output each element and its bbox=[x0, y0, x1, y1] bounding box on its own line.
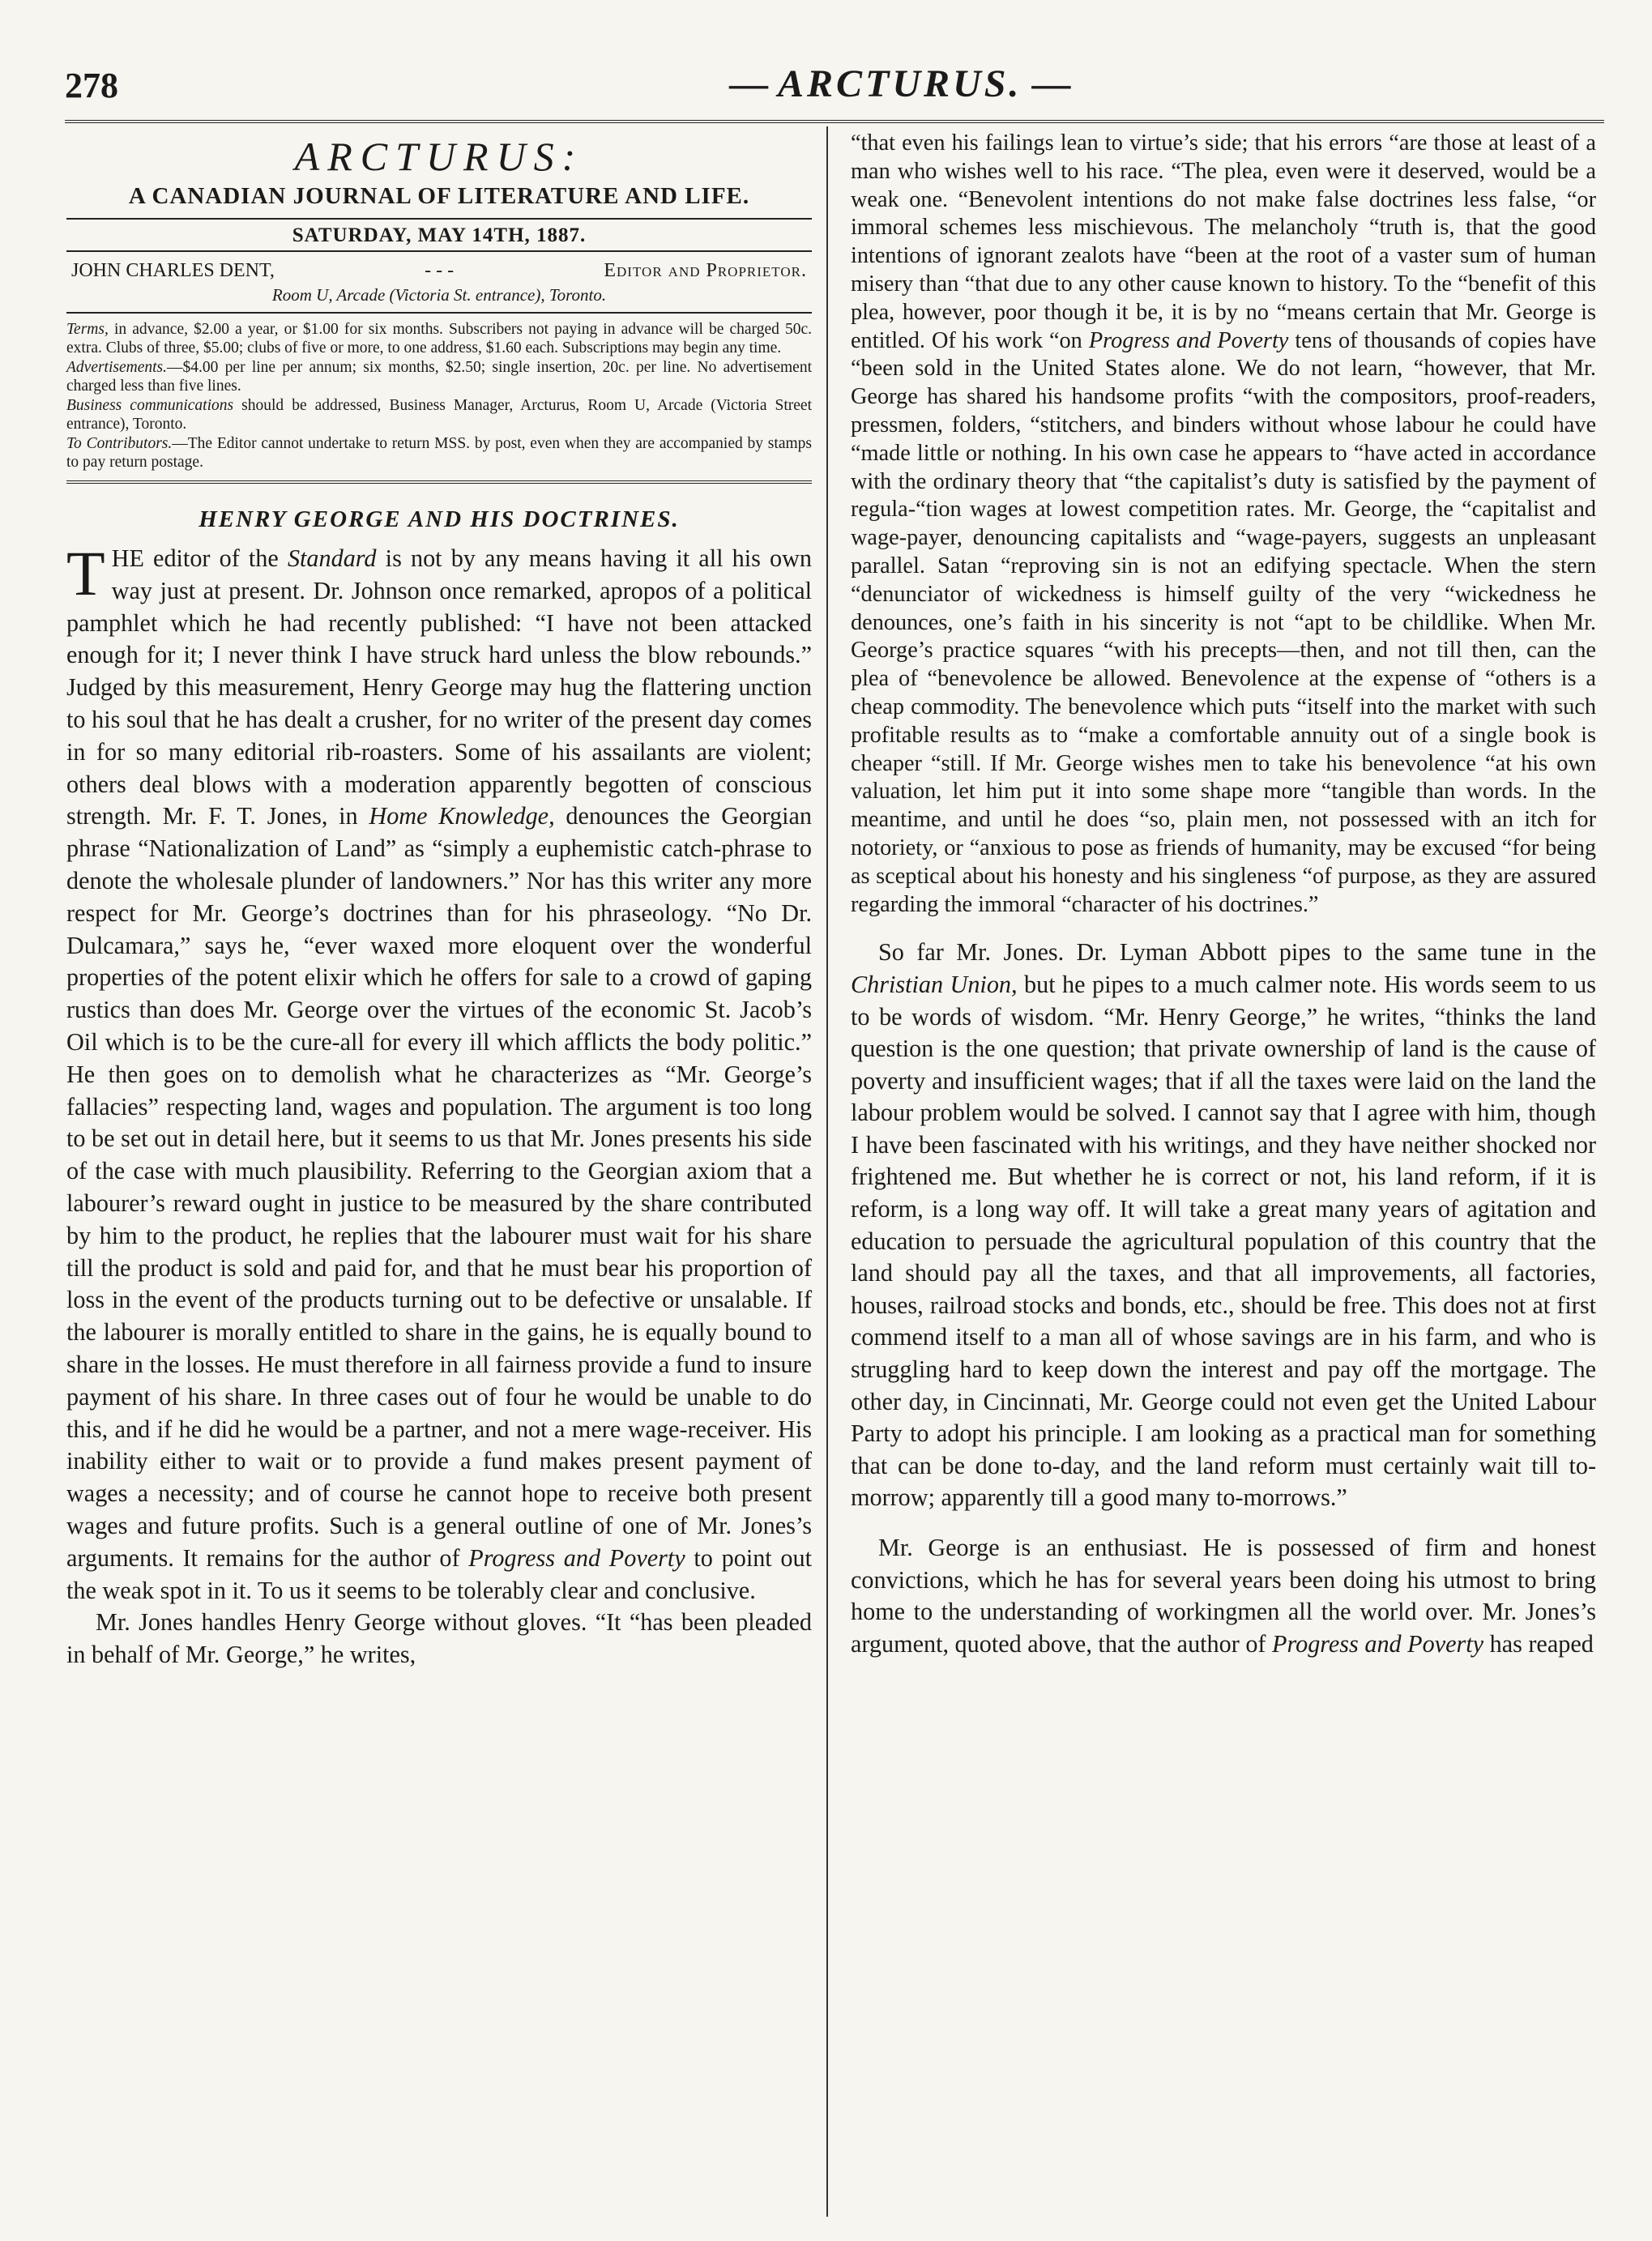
journal-subtitle: A CANADIAN JOURNAL OF LITERATURE AND LIFE. bbox=[128, 183, 750, 209]
italic-run: Home Knowledge, bbox=[369, 802, 555, 830]
italic-run: Progress and Poverty bbox=[468, 1543, 685, 1572]
italic-run: Progress and Poverty bbox=[1272, 1629, 1484, 1658]
text-run: So far Mr. Jones. Dr. Lyman Abbott pipes to the same tune in the bbox=[878, 938, 1596, 967]
contributors-label: To Contributors. bbox=[66, 435, 173, 452]
article-paragraph-2: Mr. Jones handles Henry George without gloves. “It “has been pleaded in behalf of Mr. George,” he writes, bbox=[66, 1608, 812, 1669]
italic-run: Standard bbox=[287, 544, 377, 572]
masthead bbox=[66, 133, 812, 314]
ads-line bbox=[66, 358, 812, 395]
editor-address: Room U, Arcade (Victoria St. entrance), Toronto. bbox=[66, 285, 812, 314]
text-run: tens of thousands of copies have “been sold in the United States alone. We do not learn, “however, that Mr. George has shared his handsome profits “with the compositors, proof-readers, pressmen, folders, “stitchers, and binders without whose labour he could have “made little or nothing. In his own case he appears to “have acted in accordance with the ordinary theory that “the capitalist’s duty is satisfied by the payment of regula-“tion wages at lowest competition rates. Mr. George, the “capitalist and wage-payer, denouncing capitalists and “wage-payers, suggests an unpleasant parallel. Satan “reproving sin is not an edifying spectacle. When the stern “denunciator of wickedness is himself guilty of the very “wickedness he denounces, one’s faith in his sincerity is not “apt to be childlike. When Mr. George’s practice squares “with his precepts—then, and not till then, can the plea of “benevolence be allowed. Benevolence at the expense of “others is a cheap commodity. The benevolence which puts “itself into the market with such profitable results as to “make a comfortable annuity out of a single book is cheaper “still. If Mr. George wishes men to take his benevolence “at his own valuation, let him put it into some shape more “tangible than words. In the meantime, and until he does “so, plain men, not possessed with an itch for notoriety, or “anxious to pose as friends of humanity, may be excused “for being as sceptical about his honesty and his singleness “of purpose, as they are assured regarding the immoral “character of his doctrines.” bbox=[851, 327, 1596, 917]
page-number: 278 bbox=[65, 66, 118, 105]
article-heading: HENRY GEORGE AND HIS DOCTRINES. bbox=[198, 506, 680, 532]
editor-title: Editor and Proprietor. bbox=[604, 260, 807, 281]
terms-text: in advance, $2.00 a year, or $1.00 for six months. Subscribers not paying in advance will be charged 50c. extra. Clubs of three, $5.00; clubs of five or more, to one address, $1.60 each. Subscriptions may begin any time. bbox=[66, 321, 812, 356]
business-label: Business communications bbox=[66, 397, 234, 414]
terms-label: Terms, bbox=[66, 321, 109, 338]
italic-run: Progress and Poverty bbox=[1088, 327, 1289, 353]
article-paragraph-1 bbox=[66, 538, 812, 1607]
italic-run: Christian Union, bbox=[851, 970, 1018, 998]
contributors-line bbox=[66, 434, 812, 472]
text-run: to point out the weak spot in it. To us it seems to be tolerably clear and conclusive. bbox=[66, 1543, 812, 1604]
column-rule bbox=[826, 126, 828, 2217]
left-column bbox=[66, 130, 812, 1671]
ads-label: Advertisements. bbox=[66, 359, 168, 376]
jones-quotation bbox=[851, 130, 1596, 919]
running-title-text: ARCTURUS. bbox=[778, 62, 1022, 105]
header-rule bbox=[65, 120, 1604, 123]
text-run: is not by any means having it all his own way just at present. Dr. Johnson once remarked, apropos of a political pamphlet which he had recently published: “I have not been attacked enough for it; I never think I have struck hard unless the blow rebounds.” Judged by this measurement, Henry George may hug the flattering unction to his soul that he has dealt a crusher, for no writer of the present day comes in for so many editorial rib-roasters. Some of his assailants are violent; others deal blows with a moderation apparently begotten of conscious strength. Mr. F. T. Jones, in bbox=[66, 544, 812, 830]
text-run: but he pipes to a much calmer note. His words seem to us to be words of wisdom. “Mr. Henry George,” he writes, “thinks the land question is the one question; that private ownership of land is the cause of poverty and insufficient wages; that if all the taxes were laid on the land the labour problem would be solved. I cannot say that I agree with him, though I have been fascinated with his writings, and they have neither shocked nor frightened me. But whether he is correct or not, his land reform, if it is reform, is a long way off. It will take a great many years of agitation and education to persuade the agricultural population of this country that the land should pay all the taxes, and that all improvements, all factories, houses, railroad stocks and bonds, etc., should be free. This does not at first commend itself to a man all of whose savings are in his farm, and who is struggling hard to keep down the interest and pay off the mortgage. The other day, in Cincinnati, Mr. George could not even get the United Labour Party to adopt his principle. I am looking as a practical man for something that can be done to-day, and the land reform must certainly wait till to-morrow; apparently till a good many to-morrows.” bbox=[851, 970, 1596, 1512]
article-paragraph-4 bbox=[851, 1532, 1596, 1660]
contributors-text: —The Editor cannot undertake to return MSS. by post, even when they are accompanied by stamps to pay return postage. bbox=[66, 435, 812, 471]
journal-title: ARCTURUS: bbox=[294, 134, 584, 179]
text-run: Mr. George is an enthusiast. He is possessed of firm and honest convictions, which he has for several years been doing his utmost to bring home to the understanding of workingmen all the world over. Mr. Jones’s argument, quoted above, that the author of bbox=[851, 1534, 1596, 1658]
editor-dots: - - - bbox=[425, 260, 455, 281]
page-header bbox=[65, 57, 1604, 122]
issue-date: SATURDAY, MAY 14TH, 1887. bbox=[66, 218, 812, 252]
drop-cap: T bbox=[66, 538, 105, 608]
business-line bbox=[66, 396, 812, 433]
business-text: should be addressed, Business Manager, Arcturus, Room U, Arcade (Victoria Street entrance), Toronto. bbox=[66, 397, 813, 433]
editor-line bbox=[66, 260, 812, 282]
article-paragraph-3 bbox=[851, 937, 1596, 1514]
editor-name: JOHN CHARLES DENT, bbox=[71, 260, 275, 281]
terms-line bbox=[66, 320, 812, 357]
running-title: — ARCTURUS. — bbox=[729, 62, 1071, 105]
text-run: denounces the Georgian phrase “Nationalization of Land” as “simply a euphemistic catch-phrase to denote the wholesale plunder of landowners.” Nor has this writer any more respect for Mr. George’s doctrines than for his phraseology. “No Dr. Dulcamara,” says he, “ever waxed more eloquent over the wonderful properties of the potent elixir which he offers for sale to a crowd of gaping rustics than does Mr. George over the virtues of the economic St. Jacob’s Oil which is to be the cure-all for every ill which afflicts the body politic.” He then goes on to demolish what he characterizes as “Mr. George’s fallacies” respecting land, wages and population. The argument is too long to be set out in detail here, but it seems to us that Mr. Jones presents his side of the case with much plausibility. Referring to the Georgian axiom that a labourer’s reward ought in justice to be measured by the share contributed by him to the product, he replies that the labourer must wait for his share till the product is sold and paid for, and that he must bear his proportion of loss in the event of the products turning out to be defective or unsalable. If the labourer is morally entitled to share in the gains, he is equally bound to share in the losses. He must therefore in all fairness provide a fund to insure payment of his share. In three cases out of four he would be unable to do this, and if he did he would be a partner, and not a mere wage-receiver. His inability either to wait or to provide a fund makes present payment of wages a necessity; and of course he cannot hope to receive both present wages and future profits. Such is a general outline of one of Mr. Jones’s arguments. It remains for the author of bbox=[66, 802, 812, 1572]
ads-text: —$4.00 per line per annum; six months, $2.50; single insertion, 20c. per line. No advertisement charged less than five lines. bbox=[66, 359, 812, 395]
text-run: HE editor of the bbox=[111, 544, 288, 572]
text-run: “that even his failings lean to virtue’s side; that his errors “are those at least of a man who wishes well to his race. “The plea, even were it deserved, would be a weak one. “Benevolent intentions do not make false doctrines less false, “or immoral schemes less mischievous. The melancholy “truth is, that the good intentions of ignorant zealots have “been at the root of a vaster sum of human misery than “that due to any other cause known to history. To the “benefit of this plea, however, poor though it be, it is by no “means certain that Mr. George is entitled. Of his work “on bbox=[851, 130, 1596, 353]
subscription-terms bbox=[66, 320, 812, 484]
text-run: has reaped bbox=[1483, 1629, 1594, 1658]
right-column bbox=[851, 130, 1596, 1660]
